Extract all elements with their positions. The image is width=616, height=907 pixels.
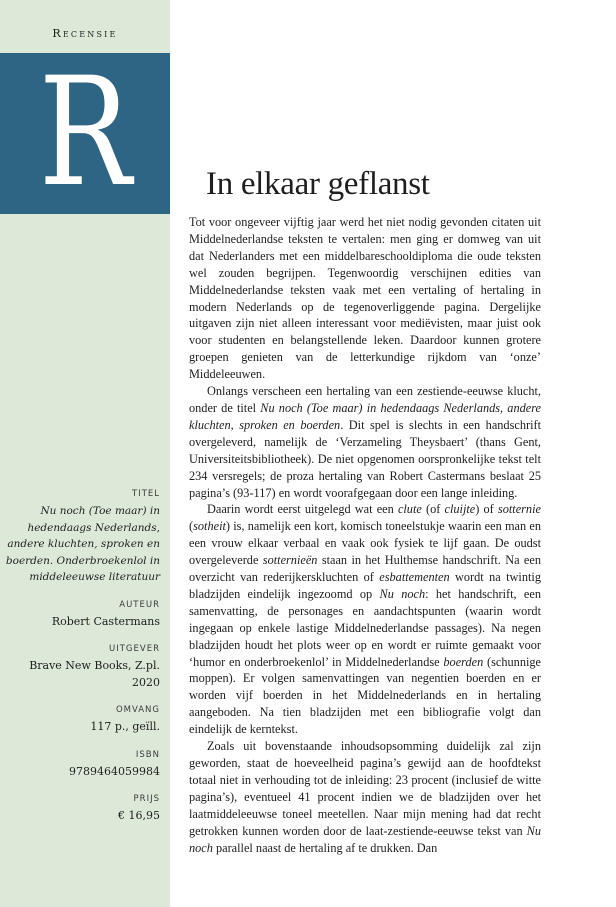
meta-value-titel: Nu noch (Toe maar) in hedendaags Nederlands, andere kluchten, sproken en boerden. Onderbroekenlol in middeleeuwse literatuur (5, 505, 160, 583)
meta-value-uitgever: Brave New Books, Z.pl. 2020 (29, 659, 160, 689)
meta-label-titel: TITEL (132, 489, 160, 499)
article-body (189, 214, 541, 856)
meta-label-isbn: ISBN (135, 749, 160, 760)
meta-label-prijs: PRIJS (133, 794, 160, 804)
meta-titel (0, 487, 160, 586)
meta-value-prijs: € 16,95 (118, 809, 160, 822)
book-metadata (0, 487, 170, 837)
meta-omvang (0, 703, 160, 736)
paragraph-4: Zoals uit bovenstaande inhoudsopsomming duidelijk zal zijn geworden, staat de hoeveelheid pagina’s gewijd aan de hoofdtekst totaal niet in verhouding tot de inleiding: 23 procent (inclusief de witte pagina’s), eventueel 41 procent indien we de bladzijden over het laatmiddeleeuwse toneel meetellen. Naar mijn mening had dat recht getrokken kunnen worden door de laat-zestiende-eeuwse tekst van Nu noch parallel naast de hertaling af te drukken. Dan (189, 739, 541, 855)
meta-value-omvang: 117 p., geïll. (90, 720, 160, 733)
meta-value-isbn: 9789464059984 (69, 764, 160, 778)
paragraph-2: Onlangs verscheen een hertaling van een zestiende-eeuwse klucht, onder de titel Nu noch (Toe maar) in hedendaags Nederlands, andere kluchten, sproken en boerden. Dit spel is slechts in een handschrift overgeleverd, namelijk de ‘Verzameling Theysbaert’ (thans Gent, Universiteitsbibliotheek). De niet opgenomen oorspronkelijke tekst telt 234 versregels; de proza hertaling van Robert Castermans beslaat 25 pagina’s (93-117) en wordt voorafgegaan door een lange inleiding. (189, 384, 541, 500)
meta-label-uitgever: UITGEVER (109, 644, 160, 654)
meta-label-omvang: OMVANG (115, 705, 160, 715)
section-label: Recensie (52, 27, 118, 40)
article-title: In elkaar geflanst (206, 166, 430, 202)
meta-uitgever (0, 642, 160, 691)
meta-label-auteur: AUTEUR (119, 599, 160, 610)
meta-auteur (0, 598, 160, 631)
paragraph-1: Tot voor ongeveer vijftig jaar werd het niet nodig gevonden citaten uit Middelnederlandse teksten te vertalen: men ging er domweg van uit dat Nederlanders met een middelbareschooldiploma die oude teksten wel zouden begrijpen. Tegenwoordig verschijnen edities van Middelnederlandse teksten vaak met een vertaling of hertaling in modern Nederlands op de tegenoverliggende pagina. Dergelijke uitgaven zijn niet alleen interessant voor mediëvisten, maar juist ook voor studenten en belangstellende leken. Daardoor kunnen grotere groepen genieten van de letterkundige rijkdom van ‘onze’ Middeleeuwen. (189, 215, 541, 382)
paragraph-3: Daarin wordt eerst uitgelegd wat een clute (of cluijte) of sotternie (sotheit) is, namelijk een kort, komisch toneelstukje waarin een man en een vrouw elkaar verbaal en vaak ook fysiek te lijf gaan. De oudst overgeleverde sotternieën staan in het Hulthemse handschrift. Na een overzicht van rederijkerskluchten of esbattementen wordt na twintig bladzijden eindelijk ingezoomd op Nu noch: het handschrift, een samenvatting, de personages en aandachtspunten (waarin wordt ingegaan op enkele lastige Middelnederlandse passages). Na negen bladzijden houdt het plots weer op en wordt er ruimte gemaakt voor ‘humor en onderbroekenlol’ in Middelnederlandse boerden (schunnige moppen). Er volgen samenvattingen van negentien boerden en er worden vijf boerden in het Middelnederlands en in hertaling aangeboden. Na tien bladzijden met een bibliografie volgt dan eindelijk de kerntekst. (189, 502, 542, 737)
meta-prijs (0, 792, 160, 825)
meta-value-auteur: Robert Castermans (51, 614, 160, 628)
meta-isbn (0, 748, 160, 781)
initial-letter: R (38, 46, 132, 220)
